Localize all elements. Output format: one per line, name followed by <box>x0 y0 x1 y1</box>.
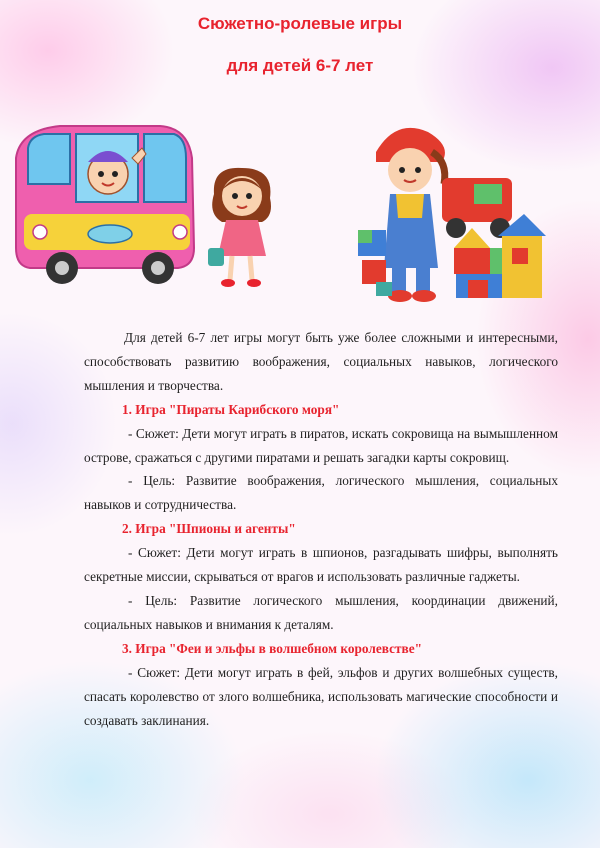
game-2-plot: - Сюжет: Дети могут играть в шпионов, разгадывать шифры, выполнять секретные миссии, скрываться от врагов и использовать различные гаджеты. <box>84 545 558 585</box>
game-1-heading: 1. Игра "Пираты Карибского моря" <box>122 401 340 417</box>
game-1-goal: - Цель: Развитие воображения, логического мышления, социальных навыков и сотрудничества. <box>84 473 558 513</box>
page-title-line2: для детей 6-7 лет <box>226 56 374 75</box>
bus-with-boy-illustration <box>10 118 200 286</box>
game-3-heading: 3. Игра "Феи и эльфы в волшебном королевстве" <box>122 640 422 656</box>
girl-illustration <box>204 164 280 292</box>
page-title-line1: Сюжетно-ролевые игры <box>197 14 403 33</box>
game-2-goal: - Цель: Развитие логического мышления, координации движений, социальных навыков и внимания к деталям. <box>84 592 558 632</box>
girl-with-blocks-illustration <box>356 118 550 308</box>
intro-paragraph: Для детей 6-7 лет игры могут быть уже более сложными и интересными, способствовать развитию воображения, социальных навыков, логического мышления и творчества. <box>84 330 558 393</box>
game-2-heading: 2. Игра "Шпионы и агенты" <box>122 521 296 537</box>
game-3-plot: - Сюжет: Дети могут играть в фей, эльфов и других волшебных существ, спасать королевство от злого волшебника, использовать магические способности и создавать заклинания. <box>84 664 558 728</box>
game-1-plot: - Сюжет: Дети могут играть в пиратов, искать сокровища на вымышленном острове, сражаться с другими пиратами и решать загадки карты сокровищ. <box>84 425 558 465</box>
article-body <box>84 326 558 732</box>
